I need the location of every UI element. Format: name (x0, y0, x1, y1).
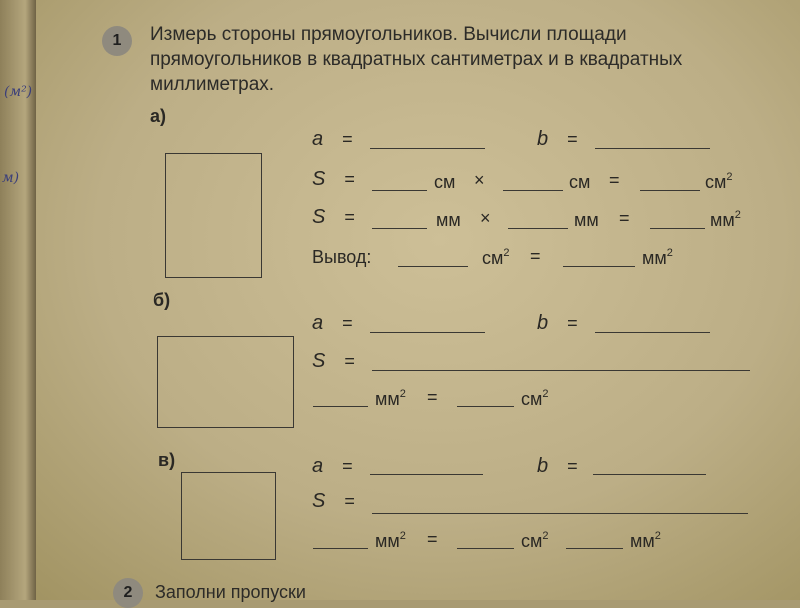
row-b-side (537, 312, 578, 335)
answer-line-a[interactable] (370, 474, 483, 475)
unit-mm2 (375, 531, 406, 552)
var-b: b (537, 312, 549, 334)
superscript-2: 2 (734, 209, 741, 221)
handwritten-note: м) (2, 170, 20, 186)
answer-line-a[interactable] (370, 332, 485, 333)
answer-line[interactable] (313, 548, 368, 549)
var-s: S (312, 350, 326, 372)
answer-line[interactable] (508, 228, 568, 229)
row-s (312, 350, 355, 373)
superscript-2: 2 (666, 247, 673, 259)
eq-sign: = (427, 529, 438, 549)
answer-line-s[interactable] (372, 513, 748, 514)
unit-base: мм (710, 210, 735, 230)
answer-line[interactable] (457, 406, 514, 407)
var-s: S (312, 490, 326, 512)
var-s: S (312, 168, 326, 190)
row-a-sides (312, 455, 353, 478)
rectangle-b (157, 336, 294, 428)
rectangle-a (165, 153, 262, 278)
eq-sign: = (427, 387, 438, 407)
superscript-2: 2 (503, 247, 510, 259)
eq-sign: = (342, 456, 353, 476)
task-number-badge: 1 (102, 26, 132, 56)
task-title: Заполни пропуски (155, 582, 306, 602)
eq-sign: = (344, 207, 355, 227)
answer-line-b[interactable] (595, 148, 710, 149)
unit-cm2 (705, 172, 733, 193)
row-a-sides (312, 128, 353, 151)
unit-cm2 (521, 531, 549, 552)
unit-base: мм (642, 248, 667, 268)
eq-sign: = (344, 491, 355, 511)
eq-sign: = (344, 169, 355, 189)
times-sign: × (474, 170, 485, 190)
conclusion-label: Вывод: (312, 247, 372, 267)
eq-sign: = (342, 313, 353, 333)
unit-base: см (705, 172, 727, 192)
superscript-2: 2 (542, 388, 549, 400)
answer-line[interactable] (457, 548, 514, 549)
unit-mm2 (375, 389, 406, 410)
unit-mm: мм (436, 210, 461, 230)
superscript-2: 2 (726, 171, 733, 183)
handwritten-note: (м²) (4, 84, 33, 100)
answer-line[interactable] (313, 406, 368, 407)
answer-line[interactable] (372, 228, 427, 229)
answer-line-b[interactable] (595, 332, 710, 333)
unit-cm2 (482, 248, 510, 269)
var-a: a (312, 128, 324, 150)
eq-sign: = (619, 208, 630, 228)
row-s-mm (312, 206, 355, 229)
row-a-sides (312, 312, 353, 335)
unit-cm: см (569, 172, 591, 192)
part-b-label: б) (153, 290, 171, 310)
unit-mm: мм (574, 210, 599, 230)
row-s (312, 490, 355, 513)
superscript-2: 2 (542, 530, 549, 542)
part-a-label: а) (150, 106, 167, 126)
eq-sign: = (567, 129, 578, 149)
eq-sign: = (609, 170, 620, 190)
part-v-label: в) (158, 450, 176, 470)
var-b: b (537, 455, 549, 477)
var-a: a (312, 312, 324, 334)
row-s-cm (312, 168, 355, 191)
answer-line-a[interactable] (370, 148, 485, 149)
rectangle-v (181, 472, 276, 560)
superscript-2: 2 (654, 530, 661, 542)
var-a: a (312, 455, 324, 477)
task-number-badge: 2 (113, 578, 143, 608)
unit-base: мм (375, 389, 400, 409)
unit-cm: см (434, 172, 456, 192)
answer-line[interactable] (566, 548, 623, 549)
unit-mm2 (642, 248, 673, 269)
answer-line[interactable] (640, 190, 700, 191)
eq-sign: = (567, 313, 578, 333)
eq-sign: = (344, 351, 355, 371)
answer-line[interactable] (563, 266, 635, 267)
var-b: b (537, 128, 549, 150)
eq-sign: = (342, 129, 353, 149)
var-s: S (312, 206, 326, 228)
times-sign: × (480, 208, 491, 228)
answer-line[interactable] (372, 190, 427, 191)
unit-mm2 (710, 210, 741, 231)
unit-mm2 (630, 531, 661, 552)
row-b-side (537, 455, 578, 478)
superscript-2: 2 (399, 388, 406, 400)
row-b-side (537, 128, 578, 151)
answer-line[interactable] (398, 266, 468, 267)
answer-line[interactable] (503, 190, 563, 191)
answer-line[interactable] (650, 228, 705, 229)
unit-base: см (521, 531, 543, 551)
eq-sign: = (530, 246, 541, 266)
unit-base: мм (630, 531, 655, 551)
answer-line-s[interactable] (372, 370, 750, 371)
unit-base: см (482, 248, 504, 268)
eq-sign: = (567, 456, 578, 476)
unit-cm2 (521, 389, 549, 410)
answer-line-b[interactable] (593, 474, 706, 475)
superscript-2: 2 (399, 530, 406, 542)
task-title: Измерь стороны прямоугольников. Вычисли площади прямоугольников в квадратных сантиметрах и в квадратных миллиметрах. (150, 24, 683, 95)
unit-base: см (521, 389, 543, 409)
unit-base: мм (375, 531, 400, 551)
